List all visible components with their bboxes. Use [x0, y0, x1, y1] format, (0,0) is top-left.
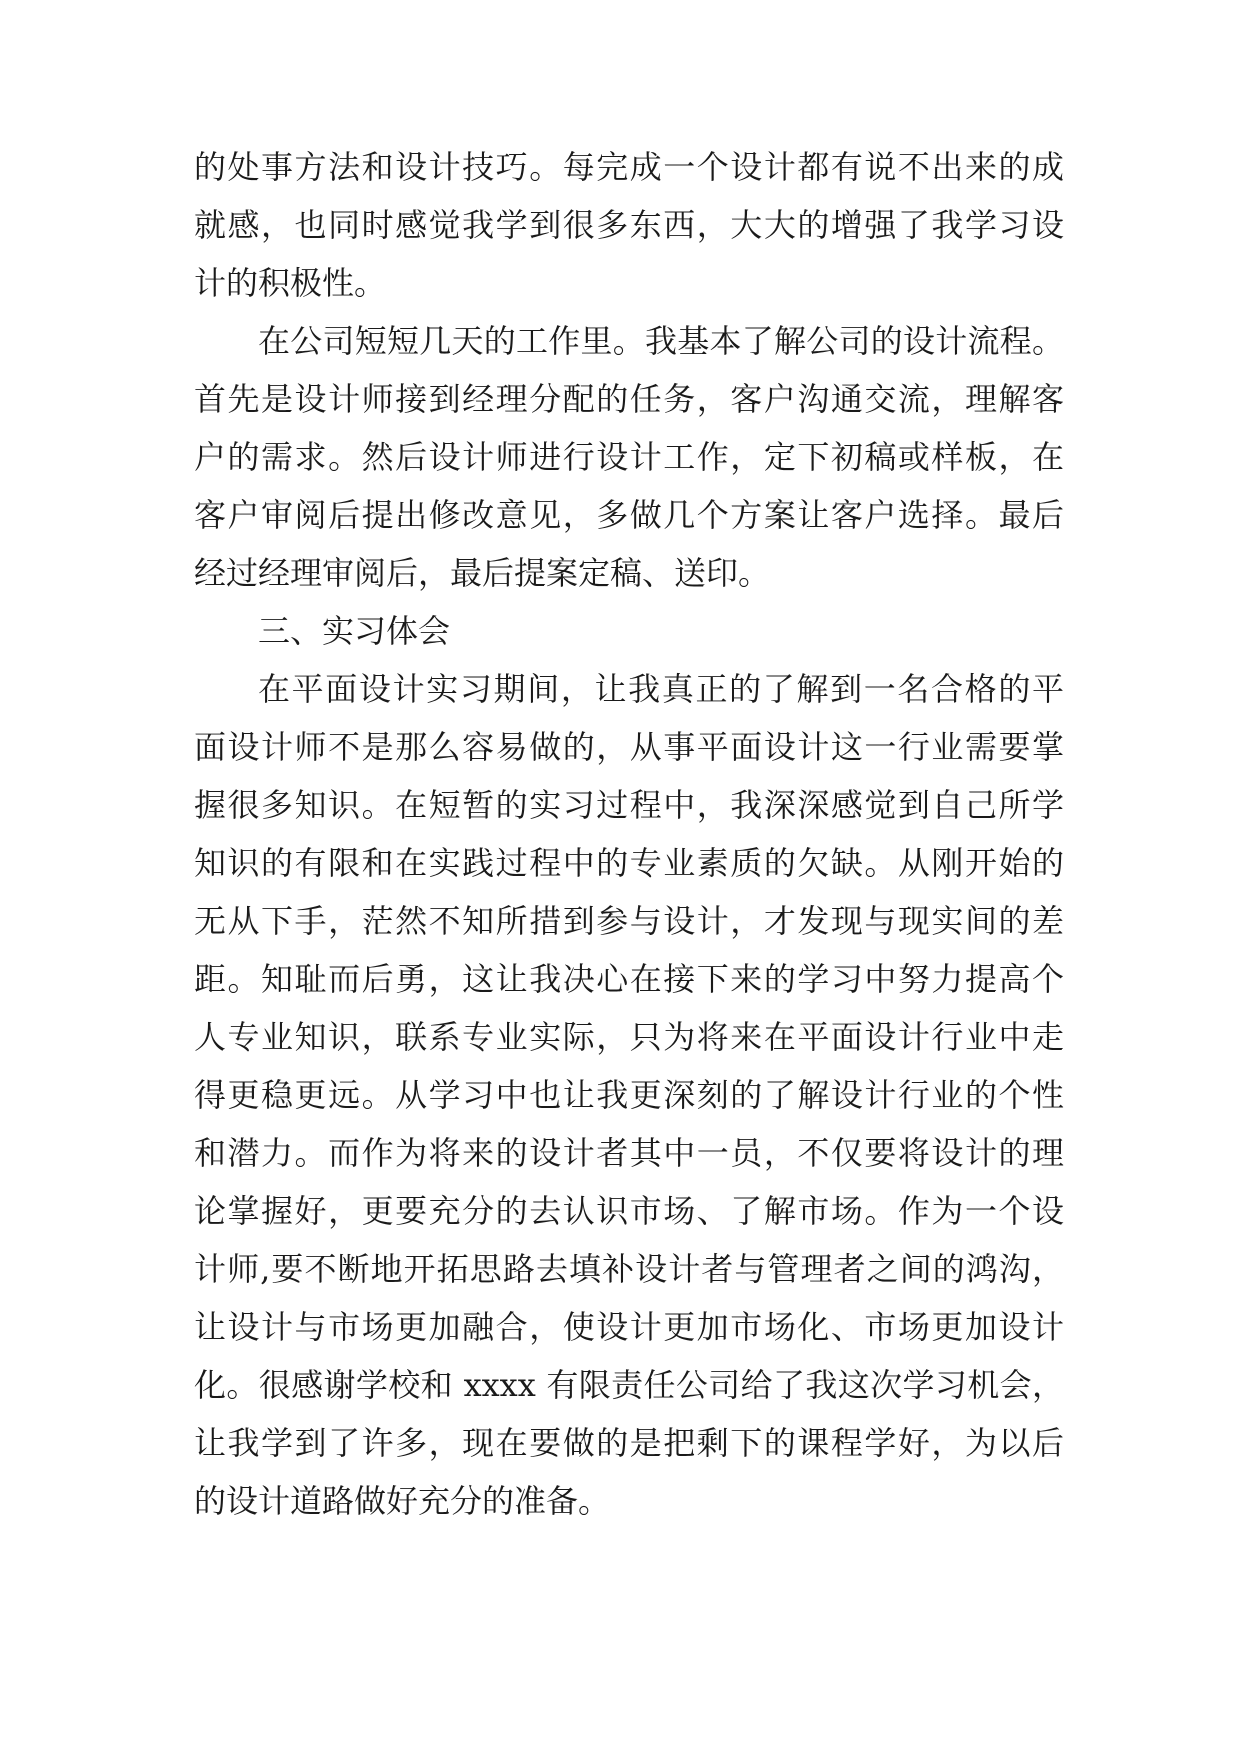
- paragraph-line: 论掌握好，更要充分的去认识市场、了解市场。作为一个设: [194, 1192, 1064, 1230]
- paragraph-design-achievement: [194, 138, 1064, 312]
- paragraph-line: 无从下手，茫然不知所措到参与设计，才发现与现实间的差: [194, 902, 1064, 940]
- paragraph-line: 的设计道路做好充分的准备。: [194, 1482, 611, 1520]
- paragraph-line: 的处事方法和设计技巧。每完成一个设计都有说不出来的成: [194, 148, 1064, 186]
- paragraph-line: 化。很感谢学校和 xxxx 有限责任公司给了我这次学习机会，: [194, 1366, 1064, 1404]
- paragraph-line: 人专业知识，联系专业实际，只为将来在平面设计行业中走: [194, 1018, 1064, 1056]
- paragraph-line: 计师,要不断地开拓思路去填补设计者与管理者之间的鸿沟，: [194, 1250, 1064, 1288]
- paragraph-line: 距。知耻而后勇，这让我决心在接下来的学习中努力提高个: [194, 960, 1064, 998]
- paragraph-line: 就感，也同时感觉我学到很多东西，大大的增强了我学习设: [194, 206, 1064, 244]
- paragraph-line: 知识的有限和在实践过程中的专业素质的欠缺。从刚开始的: [194, 844, 1064, 882]
- paragraph-internship-reflection: [194, 660, 1064, 1530]
- paragraph-line: 握很多知识。在短暂的实习过程中，我深深感觉到自己所学: [194, 786, 1064, 824]
- paragraph-line: 在平面设计实习期间，让我真正的了解到一名合格的平: [258, 670, 1064, 708]
- paragraph-line: 和潜力。而作为将来的设计者其中一员，不仅要将设计的理: [194, 1134, 1064, 1172]
- paragraph-line: 首先是设计师接到经理分配的任务，客户沟通交流，理解客: [194, 380, 1064, 418]
- document-body: [194, 138, 1064, 1530]
- paragraph-design-process: [194, 312, 1064, 602]
- paragraph-line: 让我学到了许多，现在要做的是把剩下的课程学好，为以后: [194, 1424, 1064, 1462]
- section-heading: [194, 602, 1064, 660]
- paragraph-line: 计的积极性。: [194, 264, 387, 302]
- paragraph-line: 面设计师不是那么容易做的，从事平面设计这一行业需要掌: [194, 728, 1064, 766]
- paragraph-line: 经过经理审阅后，最后提案定稿、送印。: [194, 554, 771, 592]
- section-heading-text: 三、实习体会: [258, 612, 451, 650]
- paragraph-line: 让设计与市场更加融合，使设计更加市场化、市场更加设计: [194, 1308, 1064, 1346]
- paragraph-line: 客户审阅后提出修改意见，多做几个方案让客户选择。最后: [194, 496, 1064, 534]
- paragraph-line: 得更稳更远。从学习中也让我更深刻的了解设计行业的个性: [194, 1076, 1064, 1114]
- paragraph-line: 在公司短短几天的工作里。我基本了解公司的设计流程。: [258, 322, 1064, 360]
- paragraph-line: 户的需求。然后设计师进行设计工作，定下初稿或样板，在: [194, 438, 1064, 476]
